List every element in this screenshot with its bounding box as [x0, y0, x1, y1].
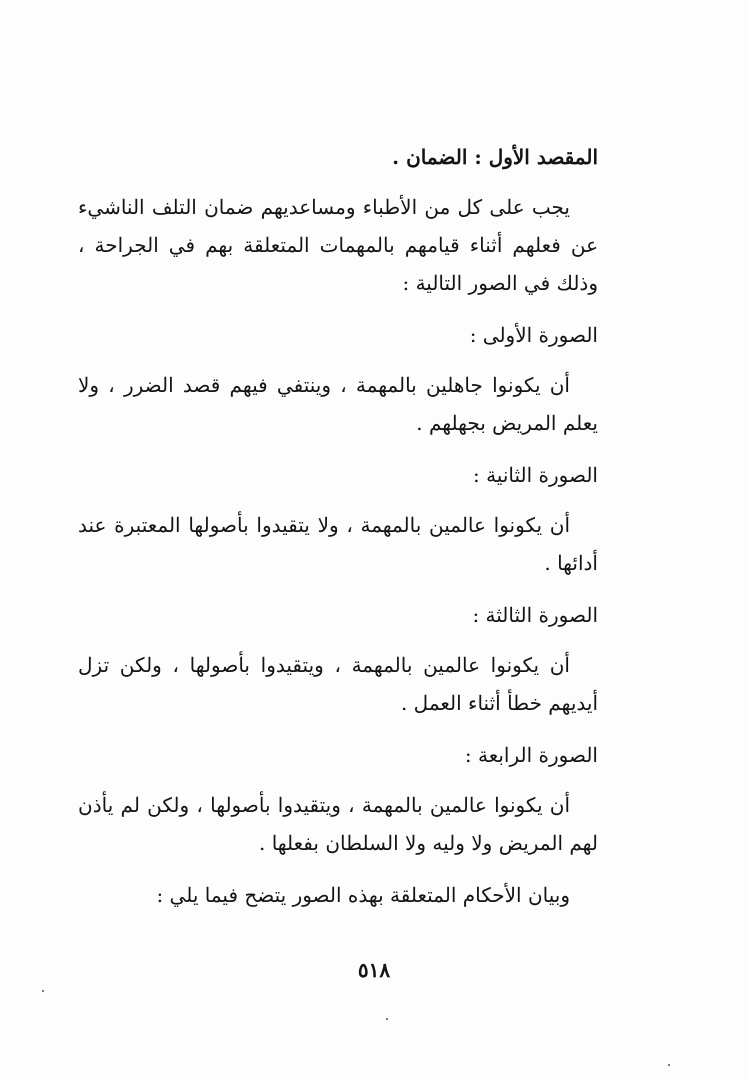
image-1-text: أن يكونوا جاهلين بالمهمة ، وينتفي فيهم قصد الضرر ، ولا يعلم المريض بجهلهم .	[78, 373, 598, 435]
image-4-text: أن يكونوا عالمين بالمهمة ، ويتقيدوا بأصولها ، ولكن لم يأذن لهم المريض ولا وليه ولا السلطان بفعلها .	[78, 793, 598, 855]
body-text	[78, 138, 598, 928]
image-2-text: أن يكونوا عالمين بالمهمة ، ولا يتقيدوا بأصولها المعتبرة عند أدائها .	[78, 513, 598, 575]
scan-speck	[668, 1064, 670, 1066]
page-number: ٥١٨	[357, 958, 391, 982]
image-2-title: الصورة الثانية :	[472, 463, 598, 487]
intro-paragraph: يجب على كل من الأطباء ومساعديهم ضمان التلف الناشيء عن فعلهم أثناء قيامهم بالمهمات المتعلقة بهم في الجراحة ، وذلك في الصور التالية :	[78, 195, 598, 295]
image-1-title: الصورة الأولى :	[469, 323, 598, 347]
section-heading: المقصد الأول : الضمان .	[392, 145, 598, 169]
image-3-text: أن يكونوا عالمين بالمهمة ، ويتقيدوا بأصولها ، ولكن تزل أيديهم خطأ أثناء العمل .	[78, 653, 598, 715]
image-3-title: الصورة الثالثة :	[472, 603, 598, 627]
scan-speck	[386, 1018, 388, 1020]
closing-paragraph: وبيان الأحكام المتعلقة بهذه الصور يتضح فيما يلي :	[156, 883, 570, 907]
image-4-title: الصورة الرابعة :	[464, 743, 598, 767]
scan-speck	[42, 990, 44, 992]
